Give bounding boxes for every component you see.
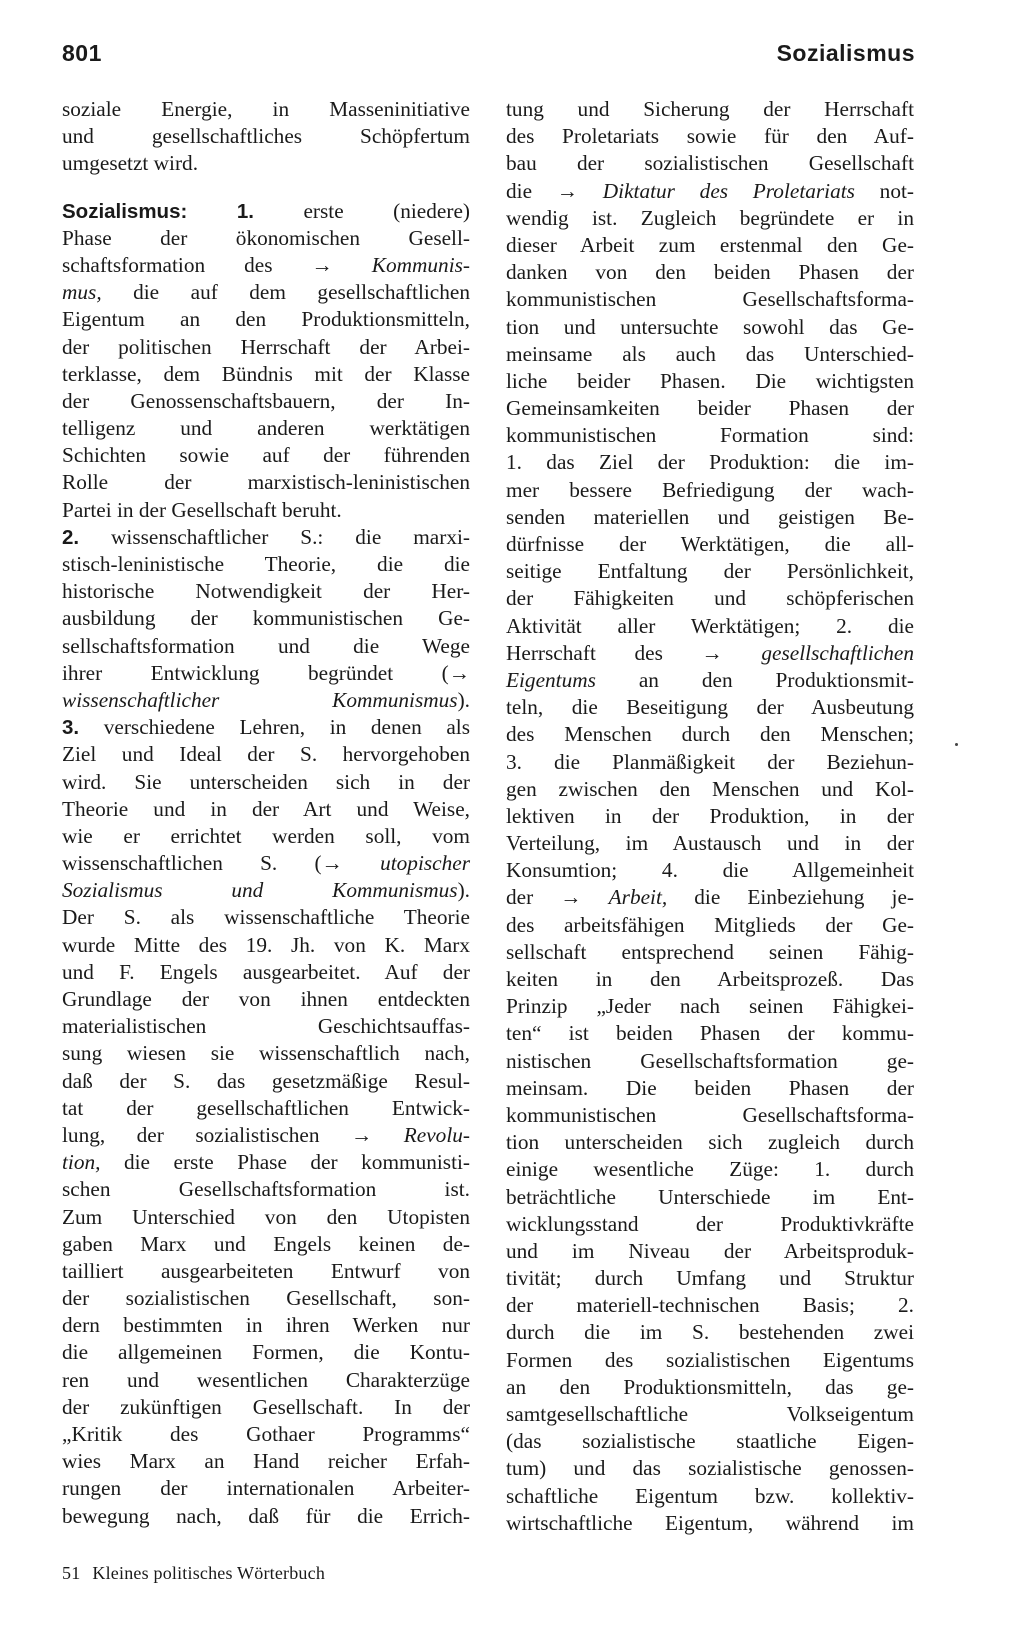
text-line [506, 1048, 914, 1075]
text-line [62, 1339, 470, 1366]
text-line [62, 1231, 470, 1258]
text-run: der → [506, 885, 609, 910]
text-line [62, 986, 470, 1013]
text-line [62, 1448, 470, 1475]
text-run: die erste Phase der kommunisti- [100, 1150, 470, 1175]
text-run: ). [457, 878, 470, 903]
text-line [62, 1204, 470, 1231]
text-line [506, 993, 914, 1020]
text-line [506, 1075, 914, 1102]
text-line [506, 1238, 914, 1265]
text-run: an den Produktionsmitteln, das ge- [506, 1374, 914, 1399]
text-line [62, 1013, 470, 1040]
text-run: wirtschaftliche Eigentum, während im [506, 1510, 914, 1535]
text-line [506, 449, 914, 476]
text-line [506, 477, 914, 504]
cross-reference: Revolu- [403, 1122, 470, 1147]
text-line [506, 1129, 914, 1156]
text-line [506, 314, 914, 341]
cross-reference: wissenschaftlicher Kommunismus [62, 687, 458, 712]
text-line [62, 823, 470, 850]
text-line [62, 932, 470, 959]
text-line [62, 1475, 470, 1502]
text-line [506, 205, 914, 232]
bold-term: 1. [236, 199, 254, 223]
text-line [62, 306, 470, 333]
text-run: rungen der internationalen Arbeiter- [62, 1476, 470, 1501]
text-run: meinsam. Die beiden Phasen der [506, 1075, 914, 1100]
text-line [62, 687, 470, 714]
cross-reference: Arbeit, [608, 885, 668, 910]
text-line [506, 640, 914, 667]
text-run: sung wiesen sie wissenschaftlich nach, [62, 1041, 470, 1066]
text-run: gaben Marx und Engels keinen de- [62, 1231, 470, 1256]
text-line [62, 1176, 470, 1203]
text-run: ). [457, 687, 470, 712]
text-run: verschiedene Lehren, in denen als [79, 715, 470, 740]
text-run: Phase der ökonomischen Gesell- [62, 225, 470, 250]
text-run: die allgemeinen Formen, die Kontu- [62, 1340, 470, 1365]
sheet-number: 51 [62, 1563, 81, 1583]
bold-term: Sozialismus: [62, 199, 188, 223]
text-run: wissenschaftlicher S.: die marxi- [79, 524, 470, 549]
text-run: Der S. als wissenschaftliche Theorie [62, 905, 470, 930]
text-line [62, 150, 470, 177]
text-run: die → [506, 178, 603, 203]
running-head: Sozialismus [776, 40, 915, 66]
text-line [62, 904, 470, 931]
text-line [62, 1421, 470, 1448]
text-line [62, 1122, 470, 1149]
cross-reference: tion, [62, 1150, 101, 1175]
text-line [62, 877, 470, 904]
text-line [506, 1102, 914, 1129]
text-line [506, 1428, 914, 1455]
text-line [62, 1068, 470, 1095]
text-run: soziale Energie, in Masseninitiative [62, 97, 470, 121]
text-run: die Einbeziehung je- [667, 885, 914, 910]
text-run: des arbeitsfähigen Mitglieds der Ge- [506, 912, 914, 937]
text-run: seitige Entfaltung der Persönlichkeit, [506, 559, 914, 584]
text-run: 3. die Planmäßigkeit der Beziehun- [506, 749, 914, 774]
text-run: der materiell-technischen Basis; 2. [506, 1293, 914, 1318]
text-line [506, 803, 914, 830]
text-line [62, 959, 470, 986]
text-run: tivität; durch Umfang und Struktur [506, 1266, 914, 1291]
text-line [62, 605, 470, 632]
text-line [62, 388, 470, 415]
text-line [506, 667, 914, 694]
text-run: ten“ ist beiden Phasen der kommu- [506, 1021, 914, 1046]
text-line [62, 1394, 470, 1421]
text-run: Herrschaft des → [506, 640, 762, 665]
text-line [506, 1156, 914, 1183]
text-line [506, 368, 914, 395]
page-number: 801 [62, 40, 102, 66]
text-line [506, 1347, 914, 1374]
text-run: des Menschen durch den Menschen; [506, 722, 914, 747]
text-line [62, 1149, 470, 1176]
text-line [62, 633, 470, 660]
text-line [62, 524, 470, 551]
text-line [62, 279, 470, 306]
text-run: bau der sozialistischen Gesellschaft [506, 151, 914, 176]
cross-reference: utopischer [380, 851, 470, 876]
text-run: wurde Mitte des 19. Jh. von K. Marx [62, 932, 470, 957]
text-line [62, 578, 470, 605]
text-line [62, 225, 470, 252]
text-run: umgesetzt wird. [62, 151, 199, 176]
text-line [506, 776, 914, 803]
text-line [62, 497, 470, 524]
text-run: erste (niedere) [253, 198, 471, 223]
text-line [62, 123, 470, 150]
text-line [62, 850, 470, 877]
page-footer [62, 1563, 337, 1584]
cross-reference: Sozialismus und Kommunismus [62, 878, 458, 903]
text-run: und im Niveau der Arbeitsproduk- [506, 1238, 914, 1263]
text-run: Theorie und in der Art und Weise, [62, 796, 470, 821]
text-line [62, 361, 470, 388]
text-run: Konsumtion; 4. die Allgemeinheit [506, 858, 914, 883]
text-run: wissenschaftlichen S. (→ [62, 851, 381, 876]
text-run: beträchtliche Unterschiede im Ent- [506, 1184, 914, 1209]
text-run: Grundlage der von ihnen entdeckten [62, 987, 470, 1011]
paragraph-gap [62, 178, 470, 198]
text-run: daß der S. das gesetzmäßige Resul- [62, 1068, 470, 1093]
right-column [506, 96, 914, 1537]
text-line [62, 1312, 470, 1339]
text-run: liche beider Phasen. Die wichtigsten [506, 368, 914, 393]
text-run: sellschaft entsprechend seinen Fähig- [506, 939, 914, 964]
text-run: nistischen Gesellschaftsformation ge- [506, 1048, 914, 1073]
text-run: wicklungsstand der Produktivkräfte [506, 1211, 914, 1236]
text-run: senden materiellen und geistigen Be- [506, 504, 914, 529]
text-run: danken von den beiden Phasen der [506, 260, 914, 285]
text-run: lektiven in der Produktion, in der [506, 803, 914, 828]
cross-reference: Kommunis- [371, 252, 470, 277]
text-run: der politischen Herrschaft der Arbei- [62, 334, 470, 359]
text-line [506, 694, 914, 721]
text-run: kommunistischen Gesellschaftsforma- [506, 1102, 914, 1127]
text-run: und gesellschaftliches Schöpfertum [62, 124, 470, 149]
bold-term: 3. [62, 716, 80, 740]
text-line [62, 469, 470, 496]
text-run: der Genossenschaftsbauern, der In- [62, 388, 470, 413]
text-run: stisch-leninistische Theorie, die die [62, 552, 470, 576]
text-run: Eigentum an den Produktionsmitteln, [62, 307, 470, 332]
text-run: keiten in den Arbeitsprozeß. Das [506, 967, 914, 991]
text-line [506, 1483, 914, 1510]
text-line [506, 1319, 914, 1346]
text-line [506, 178, 914, 205]
text-run: kommunistischen Formation sind: [506, 423, 914, 448]
text-line [506, 150, 914, 177]
text-run: ren und wesentlichen Charakterzüge [62, 1367, 470, 1392]
text-run: mer bessere Befriedigung der wach- [506, 477, 914, 502]
text-line [506, 422, 914, 449]
text-run: wendig ist. Zugleich begründete er in [506, 205, 914, 230]
text-run: Formen des sozialistischen Eigentums [506, 1347, 914, 1372]
text-line [506, 286, 914, 313]
text-run: ausbildung der kommunistischen Ge- [62, 606, 470, 631]
text-line [506, 1292, 914, 1319]
text-run: Rolle der marxistisch-leninistischen [62, 470, 470, 495]
text-run: durch die im S. bestehenden zwei [506, 1320, 914, 1345]
text-line [62, 796, 470, 823]
text-line [62, 252, 470, 279]
text-run: Schichten sowie auf der führenden [62, 443, 470, 468]
text-run: (das sozialistische staatliche Eigen- [506, 1429, 914, 1454]
cross-reference: mus, [62, 280, 102, 305]
text-line [506, 1211, 914, 1238]
cross-reference: Diktatur des Proletariats [602, 178, 855, 203]
cross-reference: gesellschaftlichen [761, 640, 914, 665]
text-run: Zum Unterschied von den Utopisten [62, 1204, 470, 1229]
text-run: materialistischen Geschichtsauffas- [62, 1014, 470, 1039]
text-run: Verteilung, im Austausch und in der [506, 831, 914, 856]
text-run: dieser Arbeit zum erstenmal den Ge- [506, 232, 914, 257]
left-column [62, 96, 470, 1530]
text-line [506, 1184, 914, 1211]
text-line [62, 1258, 470, 1285]
text-run: „Kritik des Gothaer Programms“ [62, 1422, 470, 1446]
text-run: an den Produktionsmit- [595, 667, 914, 692]
text-line [62, 1095, 470, 1122]
text-run: teln, die Beseitigung der Ausbeutung [506, 695, 914, 720]
text-run: der sozialistischen Gesellschaft, son- [62, 1286, 470, 1311]
text-line [506, 749, 914, 776]
text-run: ihrer Entwicklung begründet (→ [62, 660, 470, 685]
text-line [506, 123, 914, 150]
text-line [506, 1401, 914, 1428]
text-line [506, 96, 914, 123]
text-run: bewegung nach, daß für die Errich- [62, 1503, 470, 1528]
text-line [506, 912, 914, 939]
text-line [62, 1040, 470, 1067]
text-run: dern bestimmten in ihren Werken nur [62, 1313, 470, 1338]
text-line [506, 857, 914, 884]
text-line [506, 1455, 914, 1482]
text-run: wies Marx an Hand reicher Erfah- [62, 1449, 470, 1474]
text-line [62, 1503, 470, 1530]
text-run: Partei in der Gesellschaft beruht. [62, 497, 342, 522]
text-line [506, 395, 914, 422]
book-title: Kleines politisches Wörterbuch [92, 1563, 326, 1583]
text-run: wird. Sie unterscheiden sich in der [62, 769, 470, 794]
text-run: historische Notwendigkeit der Her- [62, 579, 470, 604]
text-run: samtgesellschaftliche Volkseigentum [506, 1402, 914, 1426]
text-line [506, 585, 914, 612]
text-run: tion und untersuchte sowohl das Ge- [506, 314, 914, 339]
text-line [62, 1367, 470, 1394]
text-run: der Fähigkeiten und schöpferischen [506, 586, 914, 611]
text-run: lung, der sozialistischen → [62, 1122, 404, 1147]
text-line [62, 96, 470, 123]
text-line [62, 415, 470, 442]
text-line [62, 334, 470, 361]
text-run: und F. Engels ausgearbeitet. Auf der [62, 959, 470, 984]
text-line [62, 551, 470, 578]
text-line [506, 966, 914, 993]
text-line [62, 442, 470, 469]
text-run: einige wesentliche Züge: 1. durch [506, 1157, 914, 1182]
text-run: schaftsformation des → [62, 252, 372, 277]
text-line [506, 721, 914, 748]
text-line [506, 884, 914, 911]
bold-term: 2. [62, 525, 80, 549]
text-line [506, 613, 914, 640]
text-line [506, 1020, 914, 1047]
text-run: tion unterscheiden sich zugleich durch [506, 1130, 914, 1155]
text-run: Ziel und Ideal der S. hervorgehoben [62, 742, 470, 767]
text-run: tailliert ausgearbeiteten Entwurf von [62, 1258, 470, 1283]
page-header [62, 40, 915, 76]
text-line [506, 232, 914, 259]
text-run: 1. das Ziel der Produktion: die im- [506, 450, 914, 475]
text-line [506, 558, 914, 585]
text-line [62, 769, 470, 796]
text-run: tat der gesellschaftlichen Entwick- [62, 1095, 470, 1120]
text-run: des Proletariats sowie für den Auf- [506, 124, 914, 149]
text-run: wie er errichtet werden soll, vom [62, 823, 470, 848]
text-run: telligenz und anderen werktätigen [62, 416, 470, 441]
text-line [506, 939, 914, 966]
text-run: die auf dem gesellschaftlichen [101, 280, 470, 305]
text-run: sellschaftsformation und die Wege [62, 633, 470, 658]
text-run: schaftliche Eigentum bzw. kollektiv- [506, 1483, 914, 1508]
text-run: terklasse, dem Bündnis mit der Klasse [62, 361, 470, 386]
text-run: gen zwischen den Menschen und Kol- [506, 776, 914, 801]
text-line [62, 198, 470, 225]
text-run: not- [854, 178, 914, 203]
text-run: dürfnisse der Werktätigen, die all- [506, 532, 914, 556]
text-line [506, 830, 914, 857]
text-line [506, 531, 914, 558]
text-line [62, 741, 470, 768]
text-line [506, 259, 914, 286]
text-run [187, 199, 237, 223]
text-run: kommunistischen Gesellschaftsforma- [506, 287, 914, 312]
text-line [506, 341, 914, 368]
text-run: schen Gesellschaftsformation ist. [62, 1177, 470, 1202]
text-line [506, 504, 914, 531]
text-run: Prinzip „Jeder nach seinen Fähigkei- [506, 994, 914, 1019]
text-run: der zukünftigen Gesellschaft. In der [62, 1394, 470, 1419]
text-line [506, 1265, 914, 1292]
text-run: meinsame als auch das Unterschied- [506, 341, 914, 366]
text-run: tum) und das sozialistische genossen- [506, 1456, 914, 1481]
text-line [62, 1285, 470, 1312]
text-line [506, 1510, 914, 1537]
text-run: tung und Sicherung der Herrschaft [506, 97, 914, 121]
text-run: Gemeinsamkeiten beider Phasen der [506, 396, 914, 421]
text-line [506, 1374, 914, 1401]
text-line [62, 714, 470, 741]
cross-reference: Eigentums [506, 667, 596, 692]
print-speck [955, 743, 958, 746]
text-run: Aktivität aller Werktätigen; 2. die [506, 613, 914, 638]
text-line [62, 660, 470, 687]
